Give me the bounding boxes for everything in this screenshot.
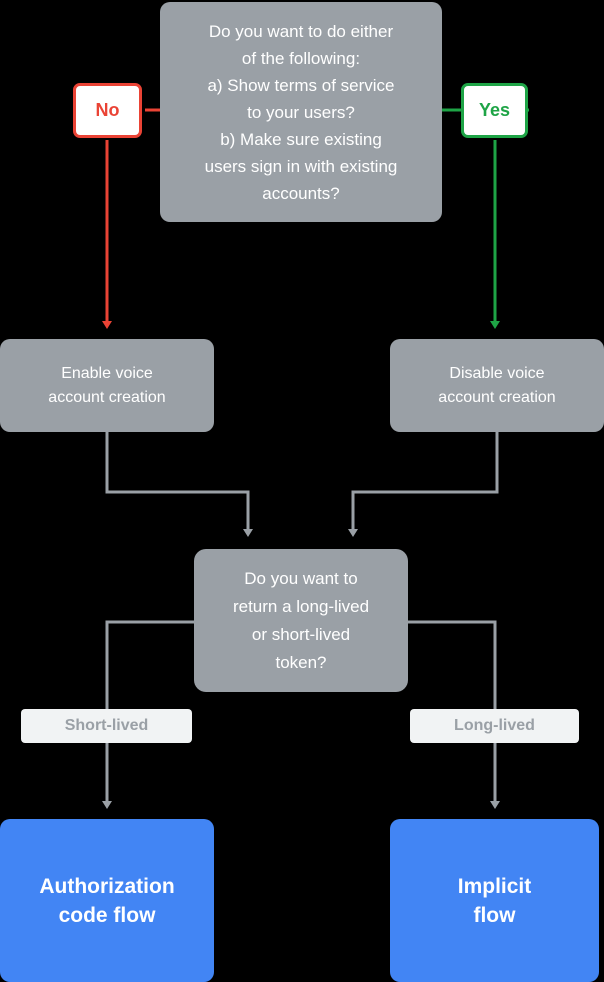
branch-label-short-lived: [21, 709, 192, 743]
action-disable-line-1: Disable voice: [449, 364, 545, 382]
terminal-implicit-line-2: flow: [473, 903, 516, 927]
branch-label-yes: [461, 83, 528, 138]
decision-top-line-6: users sign in with existing: [204, 156, 398, 176]
action-node-enable-voice-account-creation: [0, 339, 214, 432]
decision-node-terms-and-existing-accounts: [160, 2, 442, 222]
branch-label-no: [73, 83, 142, 138]
decision-top-line-3: a) Show terms of service: [207, 75, 395, 95]
terminal-implicit-line-1: Implicit: [457, 874, 532, 898]
decision-top-line-5: b) Make sure existing: [220, 129, 382, 149]
outcome-node-authorization-code-flow: [0, 819, 214, 982]
branch-label-long-lived: [410, 709, 579, 743]
decision-top-line-7: accounts?: [262, 183, 340, 203]
terminal-auth-line-1: Authorization: [39, 874, 175, 898]
decision-node-token-lifetime: [194, 549, 408, 692]
action-enable-line-2: account creation: [48, 388, 166, 406]
branch-label-yes-text: Yes: [478, 100, 511, 120]
action-disable-line-2: account creation: [438, 388, 556, 406]
decision-top-line-2: of the following:: [241, 48, 361, 68]
branch-label-long-lived-text: Long-lived: [454, 717, 535, 734]
outcome-node-implicit-flow: [390, 819, 599, 982]
decision-token-line-3: or short-lived: [251, 624, 351, 644]
branch-label-short-lived-text: Short-lived: [64, 717, 149, 734]
terminal-auth-line-2: code flow: [58, 903, 156, 927]
branch-label-no-text: No: [95, 100, 120, 120]
decision-token-line-1: Do you want to: [244, 568, 358, 588]
action-node-disable-voice-account-creation: [390, 339, 604, 432]
action-enable-line-1: Enable voice: [61, 364, 153, 382]
decision-top-line-4: to your users?: [247, 102, 355, 122]
decision-token-line-4: token?: [275, 652, 327, 672]
decision-top-line-1: Do you want to do either: [208, 21, 394, 41]
decision-token-line-2: return a long-lived: [232, 596, 370, 616]
